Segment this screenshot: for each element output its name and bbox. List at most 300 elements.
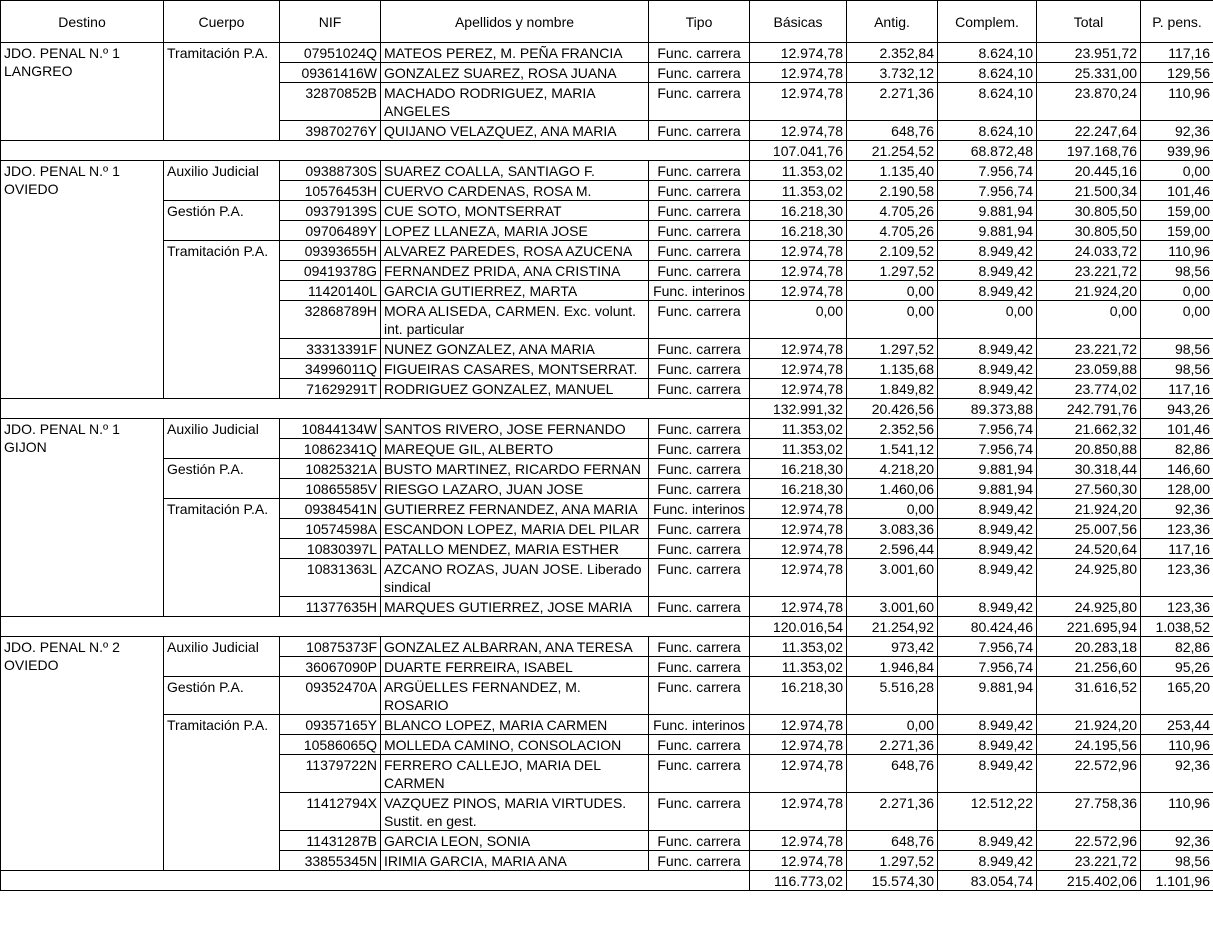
total-cell: 21.924,20 xyxy=(1037,499,1141,519)
total-cell: 20.850,88 xyxy=(1037,439,1141,459)
nombre-cell: MARQUES GUTIERREZ, JOSE MARIA xyxy=(381,597,649,617)
nombre-cell: QUIJANO VELAZQUEZ, ANA MARIA xyxy=(381,121,649,141)
cuerpo-cell: Gestión P.A. xyxy=(164,459,280,499)
total-cell: 25.331,00 xyxy=(1037,63,1141,83)
nif-cell: 10875373F xyxy=(280,637,381,657)
antig-cell: 648,76 xyxy=(847,755,938,793)
nif-cell: 09361416W xyxy=(280,63,381,83)
nombre-cell: MAREQUE GIL, ALBERTO xyxy=(381,439,649,459)
nif-cell: 09379139S xyxy=(280,201,381,221)
total-cell: 27.560,30 xyxy=(1037,479,1141,499)
nif-cell: 34996011Q xyxy=(280,359,381,379)
antig-cell: 2.352,84 xyxy=(847,43,938,63)
pens-cell: 98,56 xyxy=(1141,261,1213,281)
nif-cell: 33855345N xyxy=(280,851,381,871)
pens-cell: 92,36 xyxy=(1141,755,1213,793)
nif-cell: 09357165Y xyxy=(280,715,381,735)
nif-cell: 09706489Y xyxy=(280,221,381,241)
total-cell: 23.774,02 xyxy=(1037,379,1141,399)
tipo-cell: Func. carrera xyxy=(649,83,750,121)
tipo-cell: Func. carrera xyxy=(649,677,750,715)
totals-row xyxy=(1,141,1213,161)
basicas-cell: 12.974,78 xyxy=(750,261,847,281)
nif-cell: 32870852B xyxy=(280,83,381,121)
nombre-cell: GUTIERREZ FERNANDEZ, ANA MARIA xyxy=(381,499,649,519)
nombre-cell: MOLLEDA CAMINO, CONSOLACION xyxy=(381,735,649,755)
total-antig: 20.426,56 xyxy=(847,399,938,419)
basicas-cell: 12.974,78 xyxy=(750,379,847,399)
cuerpo-cell: Tramitación P.A. xyxy=(164,499,280,617)
nombre-cell: MACHADO RODRIGUEZ, MARIA ANGELES xyxy=(381,83,649,121)
total-cell: 23.221,72 xyxy=(1037,261,1141,281)
basicas-cell: 16.218,30 xyxy=(750,221,847,241)
total-cell: 21.924,20 xyxy=(1037,281,1141,301)
pens-cell: 92,36 xyxy=(1141,831,1213,851)
total-cell: 21.256,60 xyxy=(1037,657,1141,677)
antig-cell: 4.218,20 xyxy=(847,459,938,479)
table-row xyxy=(1,637,1213,657)
tipo-cell: Func. carrera xyxy=(649,851,750,871)
total-basicas: 120.016,54 xyxy=(750,617,847,637)
complem-cell: 9.881,94 xyxy=(938,221,1037,241)
basicas-cell: 11.353,02 xyxy=(750,181,847,201)
total-cell: 23.221,72 xyxy=(1037,339,1141,359)
nif-cell: 11377635H xyxy=(280,597,381,617)
antig-cell: 2.271,36 xyxy=(847,735,938,755)
tipo-cell: Func. carrera xyxy=(649,793,750,831)
basicas-cell: 11.353,02 xyxy=(750,439,847,459)
nif-cell: 09388730S xyxy=(280,161,381,181)
pens-cell: 98,56 xyxy=(1141,359,1213,379)
complem-cell: 7.956,74 xyxy=(938,181,1037,201)
nombre-cell: AZCANO ROZAS, JUAN JOSE. Liberado sindical xyxy=(381,559,649,597)
pens-cell: 92,36 xyxy=(1141,499,1213,519)
antig-cell: 648,76 xyxy=(847,831,938,851)
basicas-cell: 16.218,30 xyxy=(750,459,847,479)
tipo-cell: Func. carrera xyxy=(649,121,750,141)
nif-cell: 71629291T xyxy=(280,379,381,399)
tipo-cell: Func. carrera xyxy=(649,359,750,379)
complem-cell: 8.949,42 xyxy=(938,499,1037,519)
tipo-cell: Func. carrera xyxy=(649,559,750,597)
nombre-cell: SANTOS RIVERO, JOSE FERNANDO xyxy=(381,419,649,439)
total-basicas: 132.991,32 xyxy=(750,399,847,419)
complem-cell: 8.949,42 xyxy=(938,831,1037,851)
nombre-cell: GARCIA LEON, SONIA xyxy=(381,831,649,851)
tipo-cell: Func. carrera xyxy=(649,201,750,221)
basicas-cell: 11.353,02 xyxy=(750,419,847,439)
complem-cell: 9.881,94 xyxy=(938,479,1037,499)
totals-spacer xyxy=(1,617,750,637)
nif-cell: 33313391F xyxy=(280,339,381,359)
complem-cell: 8.949,42 xyxy=(938,261,1037,281)
antig-cell: 1.460,06 xyxy=(847,479,938,499)
antig-cell: 0,00 xyxy=(847,499,938,519)
tipo-cell: Func. carrera xyxy=(649,519,750,539)
total-cell: 25.007,56 xyxy=(1037,519,1141,539)
pens-cell: 159,00 xyxy=(1141,221,1213,241)
header-nif: NIF xyxy=(280,1,381,43)
complem-cell: 7.956,74 xyxy=(938,439,1037,459)
antig-cell: 973,42 xyxy=(847,637,938,657)
destino-cell: JDO. PENAL N.º 1 OVIEDO xyxy=(1,161,164,399)
pens-cell: 159,00 xyxy=(1141,201,1213,221)
nombre-cell: BUSTO MARTINEZ, RICARDO FERNAN xyxy=(381,459,649,479)
antig-cell: 3.001,60 xyxy=(847,559,938,597)
complem-cell: 8.949,42 xyxy=(938,715,1037,735)
header-total: Total xyxy=(1037,1,1141,43)
pens-cell: 117,16 xyxy=(1141,379,1213,399)
total-cell: 24.195,56 xyxy=(1037,735,1141,755)
total-cell: 23.951,72 xyxy=(1037,43,1141,63)
tipo-cell: Func. carrera xyxy=(649,221,750,241)
totals-row xyxy=(1,399,1213,419)
pens-cell: 146,60 xyxy=(1141,459,1213,479)
nombre-cell: ESCANDON LOPEZ, MARIA DEL PILAR xyxy=(381,519,649,539)
header-basicas: Básicas xyxy=(750,1,847,43)
basicas-cell: 12.974,78 xyxy=(750,793,847,831)
complem-cell: 8.624,10 xyxy=(938,43,1037,63)
tipo-cell: Func. carrera xyxy=(649,419,750,439)
table-row xyxy=(1,499,1213,519)
pens-cell: 82,86 xyxy=(1141,637,1213,657)
total-cell: 24.925,80 xyxy=(1037,597,1141,617)
basicas-cell: 12.974,78 xyxy=(750,359,847,379)
total-cell: 31.616,52 xyxy=(1037,677,1141,715)
header-tipo: Tipo xyxy=(649,1,750,43)
antig-cell: 0,00 xyxy=(847,301,938,339)
tipo-cell: Func. carrera xyxy=(649,459,750,479)
tipo-cell: Func. carrera xyxy=(649,43,750,63)
nombre-cell: CUERVO CARDENAS, ROSA M. xyxy=(381,181,649,201)
complem-cell: 8.949,42 xyxy=(938,359,1037,379)
nif-cell: 10576453H xyxy=(280,181,381,201)
pens-cell: 101,46 xyxy=(1141,419,1213,439)
nif-cell: 10831363L xyxy=(280,559,381,597)
basicas-cell: 12.974,78 xyxy=(750,499,847,519)
antig-cell: 3.732,12 xyxy=(847,63,938,83)
complem-cell: 8.949,42 xyxy=(938,519,1037,539)
pens-cell: 92,36 xyxy=(1141,121,1213,141)
nombre-cell: GONZALEZ ALBARRAN, ANA TERESA xyxy=(381,637,649,657)
basicas-cell: 12.974,78 xyxy=(750,735,847,755)
total-cell: 23.870,24 xyxy=(1037,83,1141,121)
nombre-cell: MATEOS PEREZ, M. PEÑA FRANCIA xyxy=(381,43,649,63)
nif-cell: 10865585V xyxy=(280,479,381,499)
pens-cell: 129,56 xyxy=(1141,63,1213,83)
total-cell: 21.500,34 xyxy=(1037,181,1141,201)
total-pens: 1.038,52 xyxy=(1141,617,1213,637)
cuerpo-cell: Auxilio Judicial xyxy=(164,161,280,201)
nif-cell: 07951024Q xyxy=(280,43,381,63)
antig-cell: 1.135,40 xyxy=(847,161,938,181)
complem-cell: 8.949,42 xyxy=(938,281,1037,301)
tipo-cell: Func. carrera xyxy=(649,755,750,793)
pens-cell: 0,00 xyxy=(1141,301,1213,339)
complem-cell: 12.512,22 xyxy=(938,793,1037,831)
tipo-cell: Func. carrera xyxy=(649,63,750,83)
nombre-cell: ARGÜELLES FERNANDEZ, M. ROSARIO xyxy=(381,677,649,715)
antig-cell: 5.516,28 xyxy=(847,677,938,715)
basicas-cell: 12.974,78 xyxy=(750,121,847,141)
antig-cell: 2.271,36 xyxy=(847,793,938,831)
tipo-cell: Func. carrera xyxy=(649,261,750,281)
complem-cell: 7.956,74 xyxy=(938,161,1037,181)
header-cuerpo: Cuerpo xyxy=(164,1,280,43)
nombre-cell: DUARTE FERREIRA, ISABEL xyxy=(381,657,649,677)
tipo-cell: Func. carrera xyxy=(649,339,750,359)
tipo-cell: Func. carrera xyxy=(649,241,750,261)
pens-cell: 110,96 xyxy=(1141,735,1213,755)
nif-cell: 09352470A xyxy=(280,677,381,715)
total-cell: 23.221,72 xyxy=(1037,851,1141,871)
complem-cell: 8.624,10 xyxy=(938,121,1037,141)
antig-cell: 0,00 xyxy=(847,715,938,735)
antig-cell: 4.705,26 xyxy=(847,221,938,241)
nombre-cell: BLANCO LOPEZ, MARIA CARMEN xyxy=(381,715,649,735)
destino-cell: JDO. PENAL N.º 2 OVIEDO xyxy=(1,637,164,871)
nif-cell: 09384541N xyxy=(280,499,381,519)
totals-row xyxy=(1,871,1213,891)
nombre-cell: LOPEZ LLANEZA, MARIA JOSE xyxy=(381,221,649,241)
nif-cell: 11431287B xyxy=(280,831,381,851)
totals-spacer xyxy=(1,399,750,419)
antig-cell: 1.297,52 xyxy=(847,339,938,359)
nif-cell: 11420140L xyxy=(280,281,381,301)
complem-cell: 8.949,42 xyxy=(938,559,1037,597)
nif-cell: 10574598A xyxy=(280,519,381,539)
nombre-cell: MORA ALISEDA, CARMEN. Exc. volunt. int. particular xyxy=(381,301,649,339)
header-pens: P. pens. xyxy=(1141,1,1213,43)
nif-cell: 10825321A xyxy=(280,459,381,479)
total-basicas: 107.041,76 xyxy=(750,141,847,161)
antig-cell: 2.190,58 xyxy=(847,181,938,201)
basicas-cell: 12.974,78 xyxy=(750,559,847,597)
basicas-cell: 12.974,78 xyxy=(750,83,847,121)
basicas-cell: 16.218,30 xyxy=(750,479,847,499)
antig-cell: 1.297,52 xyxy=(847,261,938,281)
total-cell: 20.445,16 xyxy=(1037,161,1141,181)
total-cell: 30.805,50 xyxy=(1037,201,1141,221)
total-cell: 21.924,20 xyxy=(1037,715,1141,735)
complem-cell: 9.881,94 xyxy=(938,459,1037,479)
tipo-cell: Func. carrera xyxy=(649,735,750,755)
tipo-cell: Func. carrera xyxy=(649,301,750,339)
nombre-cell: FERNANDEZ PRIDA, ANA CRISTINA xyxy=(381,261,649,281)
total-pens: 939,96 xyxy=(1141,141,1213,161)
tipo-cell: Func. carrera xyxy=(649,539,750,559)
header-complem: Complem. xyxy=(938,1,1037,43)
basicas-cell: 12.974,78 xyxy=(750,519,847,539)
pens-cell: 253,44 xyxy=(1141,715,1213,735)
basicas-cell: 12.974,78 xyxy=(750,43,847,63)
nombre-cell: IRIMIA GARCIA, MARIA ANA xyxy=(381,851,649,871)
nombre-cell: ALVAREZ PAREDES, ROSA AZUCENA xyxy=(381,241,649,261)
total-cell: 22.572,96 xyxy=(1037,755,1141,793)
header-antig: Antig. xyxy=(847,1,938,43)
cuerpo-cell: Tramitación P.A. xyxy=(164,241,280,399)
cuerpo-cell: Auxilio Judicial xyxy=(164,637,280,677)
basicas-cell: 12.974,78 xyxy=(750,715,847,735)
nombre-cell: GARCIA GUTIERREZ, MARTA xyxy=(381,281,649,301)
basicas-cell: 12.974,78 xyxy=(750,281,847,301)
antig-cell: 648,76 xyxy=(847,121,938,141)
total-total: 242.791,76 xyxy=(1037,399,1141,419)
total-complem: 83.054,74 xyxy=(938,871,1037,891)
pens-cell: 0,00 xyxy=(1141,281,1213,301)
table-body xyxy=(1,43,1213,891)
pens-cell: 101,46 xyxy=(1141,181,1213,201)
nombre-cell: SUAREZ COALLA, SANTIAGO F. xyxy=(381,161,649,181)
complem-cell: 7.956,74 xyxy=(938,419,1037,439)
destino-cell: JDO. PENAL N.º 1 LANGREO xyxy=(1,43,164,141)
complem-cell: 7.956,74 xyxy=(938,657,1037,677)
nif-cell: 10586065Q xyxy=(280,735,381,755)
complem-cell: 8.624,10 xyxy=(938,63,1037,83)
basicas-cell: 12.974,78 xyxy=(750,339,847,359)
nif-cell: 09419378G xyxy=(280,261,381,281)
total-pens: 1.101,96 xyxy=(1141,871,1213,891)
total-cell: 24.520,64 xyxy=(1037,539,1141,559)
total-cell: 22.572,96 xyxy=(1037,831,1141,851)
table-row xyxy=(1,459,1213,479)
nombre-cell: FIGUEIRAS CASARES, MONTSERRAT. xyxy=(381,359,649,379)
basicas-cell: 11.353,02 xyxy=(750,161,847,181)
nif-cell: 32868789H xyxy=(280,301,381,339)
tipo-cell: Func. carrera xyxy=(649,637,750,657)
complem-cell: 8.624,10 xyxy=(938,83,1037,121)
pens-cell: 123,36 xyxy=(1141,519,1213,539)
basicas-cell: 11.353,02 xyxy=(750,637,847,657)
antig-cell: 1.849,82 xyxy=(847,379,938,399)
pens-cell: 110,96 xyxy=(1141,793,1213,831)
pens-cell: 98,56 xyxy=(1141,851,1213,871)
total-antig: 15.574,30 xyxy=(847,871,938,891)
basicas-cell: 0,00 xyxy=(750,301,847,339)
pens-cell: 110,96 xyxy=(1141,241,1213,261)
basicas-cell: 12.974,78 xyxy=(750,539,847,559)
total-cell: 30.805,50 xyxy=(1037,221,1141,241)
pens-cell: 165,20 xyxy=(1141,677,1213,715)
nif-cell: 09393655H xyxy=(280,241,381,261)
total-cell: 0,00 xyxy=(1037,301,1141,339)
total-complem: 89.373,88 xyxy=(938,399,1037,419)
cuerpo-cell: Auxilio Judicial xyxy=(164,419,280,459)
tipo-cell: Func. carrera xyxy=(649,161,750,181)
table-row xyxy=(1,241,1213,261)
totals-spacer xyxy=(1,871,750,891)
nombre-cell: PATALLO MENDEZ, MARIA ESTHER xyxy=(381,539,649,559)
totals-row xyxy=(1,617,1213,637)
total-basicas: 116.773,02 xyxy=(750,871,847,891)
total-antig: 21.254,92 xyxy=(847,617,938,637)
pens-cell: 117,16 xyxy=(1141,43,1213,63)
tipo-cell: Func. carrera xyxy=(649,831,750,851)
cuerpo-cell: Gestión P.A. xyxy=(164,677,280,715)
tipo-cell: Func. carrera xyxy=(649,657,750,677)
cuerpo-cell: Tramitación P.A. xyxy=(164,715,280,871)
header-nombre: Apellidos y nombre xyxy=(381,1,649,43)
total-total: 221.695,94 xyxy=(1037,617,1141,637)
total-cell: 24.033,72 xyxy=(1037,241,1141,261)
tipo-cell: Func. interinos xyxy=(649,499,750,519)
basicas-cell: 12.974,78 xyxy=(750,851,847,871)
pens-cell: 128,00 xyxy=(1141,479,1213,499)
table-row xyxy=(1,715,1213,735)
pens-cell: 117,16 xyxy=(1141,539,1213,559)
basicas-cell: 12.974,78 xyxy=(750,597,847,617)
basicas-cell: 16.218,30 xyxy=(750,201,847,221)
total-cell: 21.662,32 xyxy=(1037,419,1141,439)
nombre-cell: CUE SOTO, MONTSERRAT xyxy=(381,201,649,221)
complem-cell: 8.949,42 xyxy=(938,597,1037,617)
complem-cell: 8.949,42 xyxy=(938,755,1037,793)
table-row xyxy=(1,677,1213,715)
antig-cell: 1.541,12 xyxy=(847,439,938,459)
cuerpo-cell: Gestión P.A. xyxy=(164,201,280,241)
total-total: 197.168,76 xyxy=(1037,141,1141,161)
nif-cell: 39870276Y xyxy=(280,121,381,141)
antig-cell: 0,00 xyxy=(847,281,938,301)
tipo-cell: Func. carrera xyxy=(649,597,750,617)
total-cell: 30.318,44 xyxy=(1037,459,1141,479)
nombre-cell: RIESGO LAZARO, JUAN JOSE xyxy=(381,479,649,499)
nif-cell: 10830397L xyxy=(280,539,381,559)
pens-cell: 123,36 xyxy=(1141,597,1213,617)
total-cell: 24.925,80 xyxy=(1037,559,1141,597)
total-complem: 80.424,46 xyxy=(938,617,1037,637)
tipo-cell: Func. interinos xyxy=(649,715,750,735)
nif-cell: 11379722N xyxy=(280,755,381,793)
pens-cell: 82,86 xyxy=(1141,439,1213,459)
header-row xyxy=(1,1,1213,43)
complem-cell: 0,00 xyxy=(938,301,1037,339)
nombre-cell: GONZALEZ SUAREZ, ROSA JUANA xyxy=(381,63,649,83)
pens-cell: 110,96 xyxy=(1141,83,1213,121)
nombre-cell: VAZQUEZ PINOS, MARIA VIRTUDES. Sustit. en gest. xyxy=(381,793,649,831)
nif-cell: 10844134W xyxy=(280,419,381,439)
nombre-cell: FERRERO CALLEJO, MARIA DEL CARMEN xyxy=(381,755,649,793)
basicas-cell: 16.218,30 xyxy=(750,677,847,715)
pens-cell: 123,36 xyxy=(1141,559,1213,597)
complem-cell: 8.949,42 xyxy=(938,241,1037,261)
table-row xyxy=(1,201,1213,221)
antig-cell: 2.352,56 xyxy=(847,419,938,439)
table-row xyxy=(1,43,1213,63)
tipo-cell: Func. carrera xyxy=(649,181,750,201)
pens-cell: 98,56 xyxy=(1141,339,1213,359)
antig-cell: 4.705,26 xyxy=(847,201,938,221)
nif-cell: 36067090P xyxy=(280,657,381,677)
complem-cell: 7.956,74 xyxy=(938,637,1037,657)
total-total: 215.402,06 xyxy=(1037,871,1141,891)
basicas-cell: 12.974,78 xyxy=(750,831,847,851)
table-row xyxy=(1,161,1213,181)
complem-cell: 9.881,94 xyxy=(938,677,1037,715)
basicas-cell: 11.353,02 xyxy=(750,657,847,677)
complem-cell: 8.949,42 xyxy=(938,379,1037,399)
total-cell: 22.247,64 xyxy=(1037,121,1141,141)
pens-cell: 95,26 xyxy=(1141,657,1213,677)
total-cell: 27.758,36 xyxy=(1037,793,1141,831)
tipo-cell: Func. interinos xyxy=(649,281,750,301)
cuerpo-cell: Tramitación P.A. xyxy=(164,43,280,141)
antig-cell: 2.596,44 xyxy=(847,539,938,559)
antig-cell: 3.083,36 xyxy=(847,519,938,539)
header-destino: Destino xyxy=(1,1,164,43)
complem-cell: 9.881,94 xyxy=(938,201,1037,221)
totals-spacer xyxy=(1,141,750,161)
